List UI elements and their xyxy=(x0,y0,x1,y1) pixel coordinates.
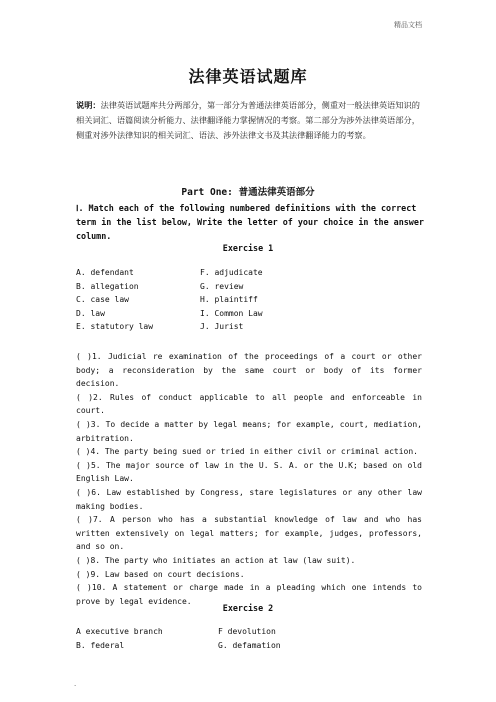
exercise-1-questions xyxy=(76,350,422,608)
term-item: J. Jurist xyxy=(200,322,244,332)
intro-paragraph xyxy=(76,98,422,143)
term-row xyxy=(76,625,416,639)
term-row xyxy=(76,293,416,307)
term-item: D. law xyxy=(76,308,105,318)
term-row xyxy=(76,639,416,653)
question-item: ( )6. Law established by Congress, stare legislatures or any other law making bodies. xyxy=(76,487,422,511)
term-item: I. Common Law xyxy=(200,308,263,318)
question-item: ( )8. The party who initiates an action at law (law suit). xyxy=(76,555,356,565)
question-item: ( )7. A person who has a substantial knowledge of law and who has written extensively on legal matters; for example, judges, professors, and so on. xyxy=(76,515,422,552)
term-item: B. allegation xyxy=(76,281,139,291)
term-item: E. statutory law xyxy=(76,322,154,332)
term-item: F. adjudicate xyxy=(200,268,263,277)
question-item: ( )5. The major source of law in the U. S. A. or the U.K; based on old English Law. xyxy=(76,460,422,484)
exercise-1-term-list xyxy=(76,266,416,334)
exercise-1-title: Exercise 1 xyxy=(222,243,274,253)
part-one-title: Part One: 普通法律英语部分 xyxy=(181,187,315,198)
question-item: ( )9. Law based on court decisions. xyxy=(76,569,245,579)
term-item: A executive branch xyxy=(76,627,163,636)
term-row xyxy=(76,320,416,334)
term-row xyxy=(76,307,416,321)
question-item: ( )3. To decide a matter by legal means; for example, court, mediation, arbitration. xyxy=(76,419,422,443)
footer-mark: . xyxy=(74,680,77,688)
watermark-header: 精品文档 xyxy=(394,21,422,29)
intro-text: 法律英语试题库共分两部分，第一部分为普通法律英语部分，侧重对一般法律英语知识的相关词汇、语篇阅读分析能力、法律翻译能力掌握情况的考察。第二部分为涉外法律英语部分，侧重对涉外法律知识的相关词汇、语法、涉外法律文书及其法律翻译能力的考察。 xyxy=(76,100,420,140)
term-row xyxy=(76,280,416,294)
question-item: ( )1. Judicial re examination of the proceedings of a court or other body; a reconsideration by the same court or body of its former decision. xyxy=(76,352,422,389)
term-item: G. defamation xyxy=(218,640,281,650)
section-instruction: Ⅰ. Match each of the following numbered definitions with the correct term in the list below, Write the letter of your choice in the answer column. xyxy=(76,203,424,241)
question-item: ( )4. The party being sued or tried in either civil or criminal action. xyxy=(76,447,418,457)
term-row xyxy=(76,266,416,280)
question-item: ( )10. A statement or charge made in a pleading which one intends to prove by legal evidence. xyxy=(76,583,422,606)
term-item: C. case law xyxy=(76,295,129,305)
exercise-2-title: Exercise 2 xyxy=(222,603,274,613)
term-item: H. plaintiff xyxy=(200,295,258,305)
page-title: 法律英语试题库 xyxy=(188,67,308,86)
term-item: A. defendant xyxy=(76,268,134,277)
term-item: G. review xyxy=(200,281,244,291)
term-item: F devolution xyxy=(218,627,276,636)
term-item: B. federal xyxy=(76,640,125,650)
intro-label: 说明： xyxy=(76,100,101,110)
exercise-2-term-list xyxy=(76,625,416,652)
question-item: ( )2. Rules of conduct applicable to all people and enforceable in court. xyxy=(76,392,422,416)
